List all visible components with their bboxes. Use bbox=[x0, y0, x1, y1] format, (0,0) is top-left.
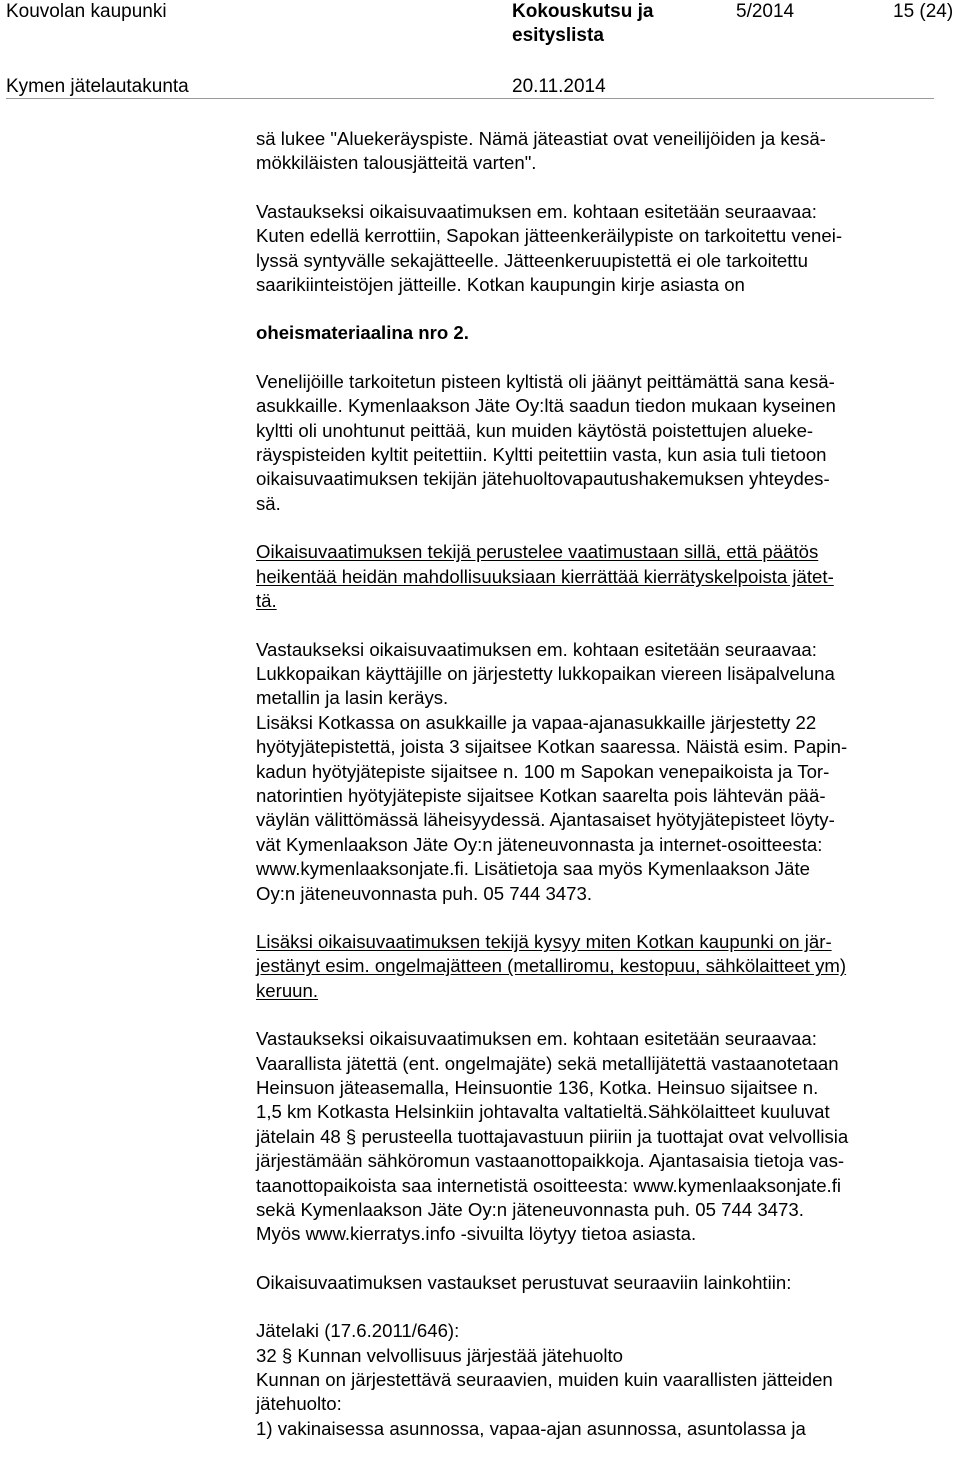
header-page-number: 15 (24) bbox=[893, 1, 954, 22]
header-city: Kouvolan kaupunki bbox=[6, 1, 167, 22]
header-document-type: Kokouskutsu ja esityslista bbox=[512, 1, 654, 46]
paragraph-response-2: Vastaukseksi oikaisuvaatimuksen em. kohtaan esitetään seuraavaa: Lukkopaikan käyttäjille on järjestetty lukkopaikan viereen lisäpalveluna metallin ja lasin keräys. Lisäksi Kotkassa on asukkaille ja vapaa-ajanasukkaille järjestetty 22 hyötyjätepistettä, joista 3 sijaitsee Kotkan saaressa. Näistä esim. Papin- kadun hyötyjätepiste sijaitsee n. 100 m Sapokan venepaikoista ja Tor- natorintien hyötyjätepiste sijaitsee Kotkan saarelta pois lähtevän pää- väylän välittömässä läheisyydessä. Ajantasaiset hyötyjätepisteet löyty- vät Kymenlaakson Jäte Oy:n jäteneuvonnasta ja internet-osoitteesta: www.kymenlaaksonjate.fi. Lisätietoja saa myös Kymenlaakson Jäte Oy:n jäteneuvonnasta puh. 05 744 3473. bbox=[256, 638, 848, 904]
header-divider bbox=[6, 98, 934, 99]
paragraph-response-1: Vastaukseksi oikaisuvaatimuksen em. kohtaan esitetään seuraavaa: Kuten edellä kerrottiin, Sapokan jätteenkeräilypiste on tarkoitettu venei- lyssä syntyvälle sekajätteelle. Jätteenkeruupistettä ei ole tarkoitettu saarikiinteistöjen jätteille. Kotkan kaupungin kirje asiasta on bbox=[256, 200, 843, 296]
paragraph-waste-act: Jätelaki (17.6.2011/646): 32 § Kunnan velvollisuus järjestää jätehuolto Kunnan on järjestettävä seuraavien, muiden kuin vaarallisten jätteiden jätehuolto: 1) vakinaisessa asunnossa, vapaa-ajan asunnossa, asuntolassa ja bbox=[256, 1320, 833, 1439]
document-body bbox=[256, 127, 946, 1441]
paragraph-response-3: Vastaukseksi oikaisuvaatimuksen em. kohtaan esitetään seuraavaa: Vaarallista jätettä (ent. ongelmajäte) sekä metallijätettä vastaanotetaan Heinsuon jäteasemalla, Heinsuontie 136, Kotka. Heinsuo sijaitsee n. 1,5 km Kotkasta Helsinkiin johtavalta valtatieltä.Sähkölaitteet kuuluvat jätelain 48 § perusteella tuottajavastuun piiriin ja tuottajat ovat velvollisia järjestämään sähköromun vastaanottopaikkoja. Ajantasaisia tietoja vas- taanottopaikoista saa internetistä osoitteesta: www.kymenlaaksonjate.fi sekä Kymenlaakson Jäte Oy:n jäteneuvonnasta puh. 05 744 3473. Myös www.kierratys.info -sivuilta löytyy tietoa asiasta. bbox=[256, 1028, 849, 1245]
paragraph-legal-basis: Oikaisuvaatimuksen vastaukset perustuvat seuraaviin lainkohtiin: bbox=[256, 1271, 792, 1293]
paragraph-sign-explanation: Venelijöille tarkoitetun pisteen kyltistä oli jäänyt peittämättä sana kesä- asukkaille. Kymenlaakson Jäte Oy:ltä saadun tiedon mukaan kyseinen kyltti oli unohtunut peittää, kun muiden käytöstä poistettujen alueke- räyspisteiden kyltit peitettiin. Kyltti peitettiin vasta, kun asia tuli tietoon oikaisuvaatimuksen tekijän jätehuoltovapautushakemuksen yhteydes- sä. bbox=[256, 370, 836, 514]
header-organization: Kymen jätelautakunta bbox=[6, 76, 189, 97]
paragraph-claim-recycling: Oikaisuvaatimuksen tekijä perustelee vaatimustaan sillä, että päätös heikentää heidän mahdollisuuksiaan kierrättää kierrätyskelpoista jätet- tä. bbox=[256, 541, 834, 612]
paragraph-sign-text: sä lukee "Aluekeräyspiste. Nämä jäteastiat ovat veneilijöiden ja kesä- mökkiläisten talousjätteitä varten". bbox=[256, 128, 826, 174]
paragraph-claim-hazardous-waste: Lisäksi oikaisuvaatimuksen tekijä kysyy miten Kotkan kaupunki on jär- jestänyt esim. ongelmajätteen (metalliromu, kestopuu, sähkölaitteet ym) keruun. bbox=[256, 930, 847, 1001]
page-header bbox=[0, 0, 960, 100]
header-document-number: 5/2014 bbox=[736, 1, 795, 22]
header-date: 20.11.2014 bbox=[512, 76, 606, 97]
paragraph-attachment-reference: oheismateriaalina nro 2. bbox=[256, 322, 469, 344]
